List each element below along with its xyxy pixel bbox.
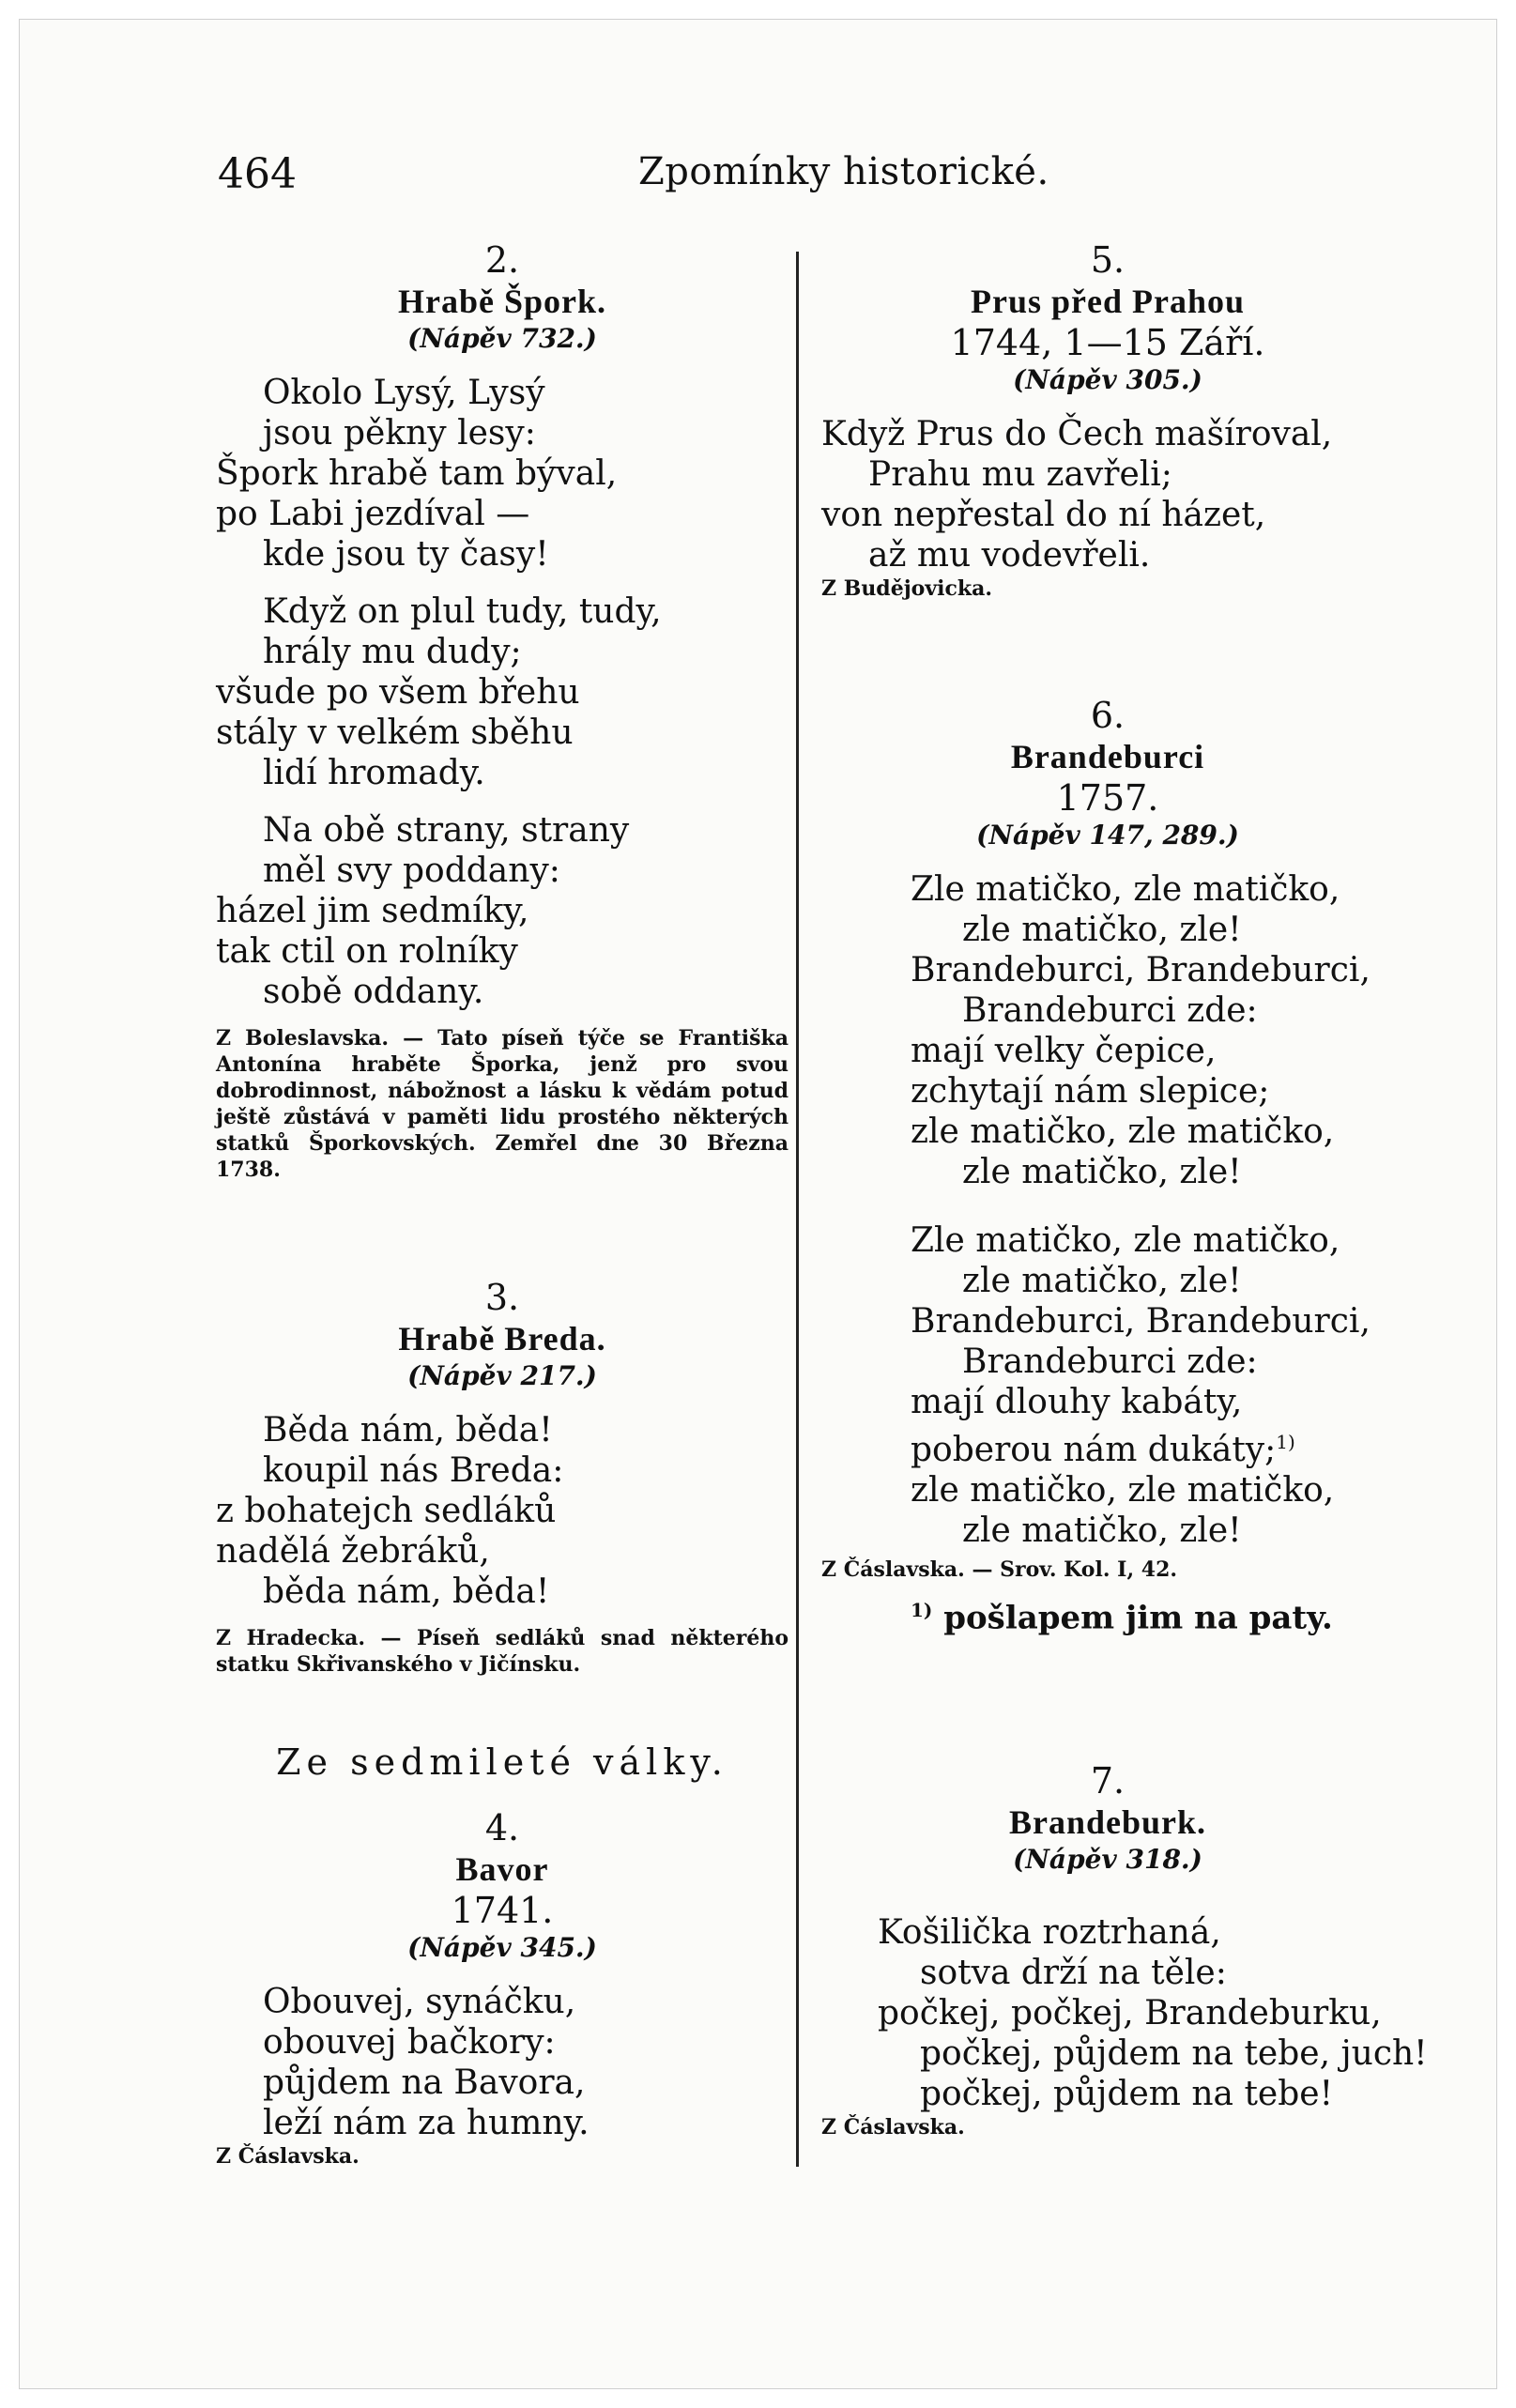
stanza bbox=[821, 1220, 1394, 1551]
verse-line: sobě oddany. bbox=[263, 973, 484, 1011]
verse-line: Špork hrabě tam býval, bbox=[216, 454, 618, 493]
melody-ref: (Nápěv 305.) bbox=[1013, 364, 1202, 395]
song-year: 1741. bbox=[451, 1890, 554, 1931]
song-number: 4. bbox=[484, 1807, 520, 1848]
verse-line: Obouvej, synáčku, bbox=[263, 1983, 576, 2021]
song-title: Bavor bbox=[455, 1850, 549, 1888]
song-number: 7. bbox=[1090, 1760, 1126, 1802]
verse-line: mají dlouhy kabáty, bbox=[911, 1383, 1243, 1421]
song-5 bbox=[821, 239, 1394, 602]
verse-line: stály v velkém sběhu bbox=[216, 713, 574, 752]
verse-line: běda nám, běda! bbox=[263, 1572, 550, 1611]
verse-line: počkej, počkej, Brandeburku, bbox=[878, 1994, 1382, 2032]
song-number: 6. bbox=[1090, 695, 1126, 736]
verse-line: zle matičko, zle matičko, bbox=[911, 1112, 1335, 1151]
footnote bbox=[821, 1590, 1394, 1637]
verse-line: Brandeburci, Brandeburci, bbox=[911, 1302, 1371, 1341]
song-number: 2. bbox=[484, 239, 520, 281]
verse-line: jsou pěkny lesy: bbox=[263, 414, 536, 452]
verse-line: lidí hromady. bbox=[263, 754, 485, 792]
verse-line: zle matičko, zle! bbox=[962, 1262, 1242, 1300]
stanza bbox=[821, 1912, 1428, 2114]
verse-line: obouvej bačkory: bbox=[263, 2023, 556, 2062]
source-note: Z Hradecka. — Píseň sedláků snad některého statku Skřivanského v Jičínsku. bbox=[216, 1626, 789, 1677]
footnote-marker: 1) bbox=[1276, 1431, 1295, 1453]
verse-line: hrály mu dudy; bbox=[263, 633, 522, 671]
verse-line: zle matičko, zle! bbox=[962, 911, 1242, 949]
verse-line bbox=[821, 1422, 1394, 1470]
melody-ref: (Nápěv 318.) bbox=[1013, 1844, 1202, 1875]
verse-line: všude po všem břehu bbox=[216, 673, 580, 712]
verse-line: Brandeburci zde: bbox=[962, 991, 1258, 1030]
song-2 bbox=[216, 239, 789, 1183]
verse-line: tak ctil on rolníky bbox=[216, 932, 518, 971]
verse-line: Na obě strany, strany bbox=[263, 811, 630, 850]
melody-ref: (Nápěv 345.) bbox=[407, 1932, 597, 1963]
stanza bbox=[216, 1410, 789, 1612]
verse-line: von nepřestal do ní házet, bbox=[821, 496, 1266, 534]
section-heading: Ze sedmileté války. bbox=[276, 1741, 728, 1783]
song-title: Hrabě Špork. bbox=[397, 283, 607, 320]
song-year: 1757. bbox=[1056, 777, 1159, 819]
song-title: Brandeburk. bbox=[1008, 1803, 1207, 1841]
verse-line: počkej, půjdem na tebe! bbox=[920, 2075, 1334, 2113]
stanza bbox=[216, 373, 789, 575]
verse-line: Okolo Lysý, Lysý bbox=[263, 374, 545, 412]
verse-line: po Labi jezdíval — bbox=[216, 495, 530, 533]
stanza bbox=[216, 1982, 789, 2143]
stanza bbox=[821, 869, 1394, 1192]
column-divider bbox=[796, 252, 799, 2167]
song-3 bbox=[216, 1277, 789, 1678]
verse-line: Brandeburci, Brandeburci, bbox=[911, 951, 1371, 989]
verse-line: Zle matičko, zle matičko, bbox=[911, 870, 1340, 909]
melody-ref: (Nápěv 147, 289.) bbox=[976, 820, 1239, 851]
song-title: Prus před Prahou bbox=[970, 283, 1245, 320]
verse-line: Když on plul tudy, tudy, bbox=[263, 592, 662, 631]
verse-line: půjdem na Bavora, bbox=[263, 2063, 586, 2102]
verse-line: Zle matičko, zle matičko, bbox=[911, 1221, 1340, 1260]
song-year: 1744, 1—15 Září. bbox=[950, 322, 1265, 363]
page-number: 464 bbox=[218, 150, 297, 198]
verse-line: zle matičko, zle! bbox=[962, 1153, 1242, 1191]
source-note: Z Čáslavska. — Srov. Kol. I, 42. bbox=[821, 1557, 1178, 1582]
verse-line: házel jim sedmíky, bbox=[216, 892, 529, 930]
footnote-text: pošlapem jim na paty. bbox=[943, 1599, 1333, 1637]
verse-text: poberou nám dukáty; bbox=[911, 1431, 1277, 1469]
verse-line: nadělá žebráků, bbox=[216, 1532, 490, 1571]
song-6 bbox=[821, 695, 1394, 1637]
song-7 bbox=[821, 1760, 1428, 2140]
verse-line: kde jsou ty časy! bbox=[263, 535, 549, 574]
verse-line: Brandeburci zde: bbox=[962, 1342, 1258, 1381]
song-title: Hrabě Breda. bbox=[398, 1320, 606, 1357]
stanza bbox=[821, 414, 1394, 575]
verse-line: Když Prus do Čech mašíroval, bbox=[821, 415, 1333, 453]
song-4 bbox=[216, 1807, 789, 2170]
source-note: Z Čáslavska. bbox=[821, 2115, 965, 2140]
song-number: 5. bbox=[1090, 239, 1126, 281]
verse-line: z bohatejch sedláků bbox=[216, 1492, 557, 1530]
verse-line: až mu vodevřeli. bbox=[868, 536, 1151, 575]
stanza bbox=[216, 591, 789, 793]
verse-line: Košilička roztrhaná, bbox=[878, 1913, 1221, 1952]
source-note: Z Boleslavska. — Tato píseň týče se Františka Antonína hraběte Šporka, jenž pro svou dobrodinnost, nábožnost a lásku k vědám potud ještě zůstává v paměti lidu prostého některých statků Šporkovských. Zemřel dne 30 Března 1738. bbox=[216, 1026, 789, 1182]
running-title: Zpomínky historické. bbox=[638, 150, 1049, 193]
song-number: 3. bbox=[484, 1277, 520, 1318]
melody-ref: (Nápěv 732.) bbox=[407, 323, 597, 354]
verse-line: Běda nám, běda! bbox=[263, 1411, 553, 1449]
verse-line: měl svy poddany: bbox=[263, 851, 560, 890]
verse-line: mají velky čepice, bbox=[911, 1032, 1217, 1070]
verse-line: koupil nás Breda: bbox=[263, 1451, 564, 1490]
book-page bbox=[19, 19, 1497, 2389]
stanza bbox=[216, 810, 789, 1012]
verse-line: počkej, půjdem na tebe, juch! bbox=[920, 2034, 1428, 2073]
verse-line: zle matičko, zle! bbox=[962, 1511, 1242, 1550]
source-note: Z Čáslavska. bbox=[216, 2144, 360, 2169]
verse-line: sotva drží na těle: bbox=[920, 1954, 1227, 1992]
verse-line: zle matičko, zle matičko, bbox=[911, 1471, 1335, 1510]
verse-line: zchytají nám slepice; bbox=[911, 1072, 1270, 1111]
verse-line: leží nám za humny. bbox=[263, 2104, 590, 2142]
verse-line: Prahu mu zavřeli; bbox=[868, 455, 1172, 494]
song-title: Brandeburci bbox=[1010, 738, 1205, 775]
source-note: Z Budějovicka. bbox=[821, 576, 993, 601]
melody-ref: (Nápěv 217.) bbox=[407, 1360, 597, 1391]
footnote-marker: 1) bbox=[911, 1599, 933, 1621]
